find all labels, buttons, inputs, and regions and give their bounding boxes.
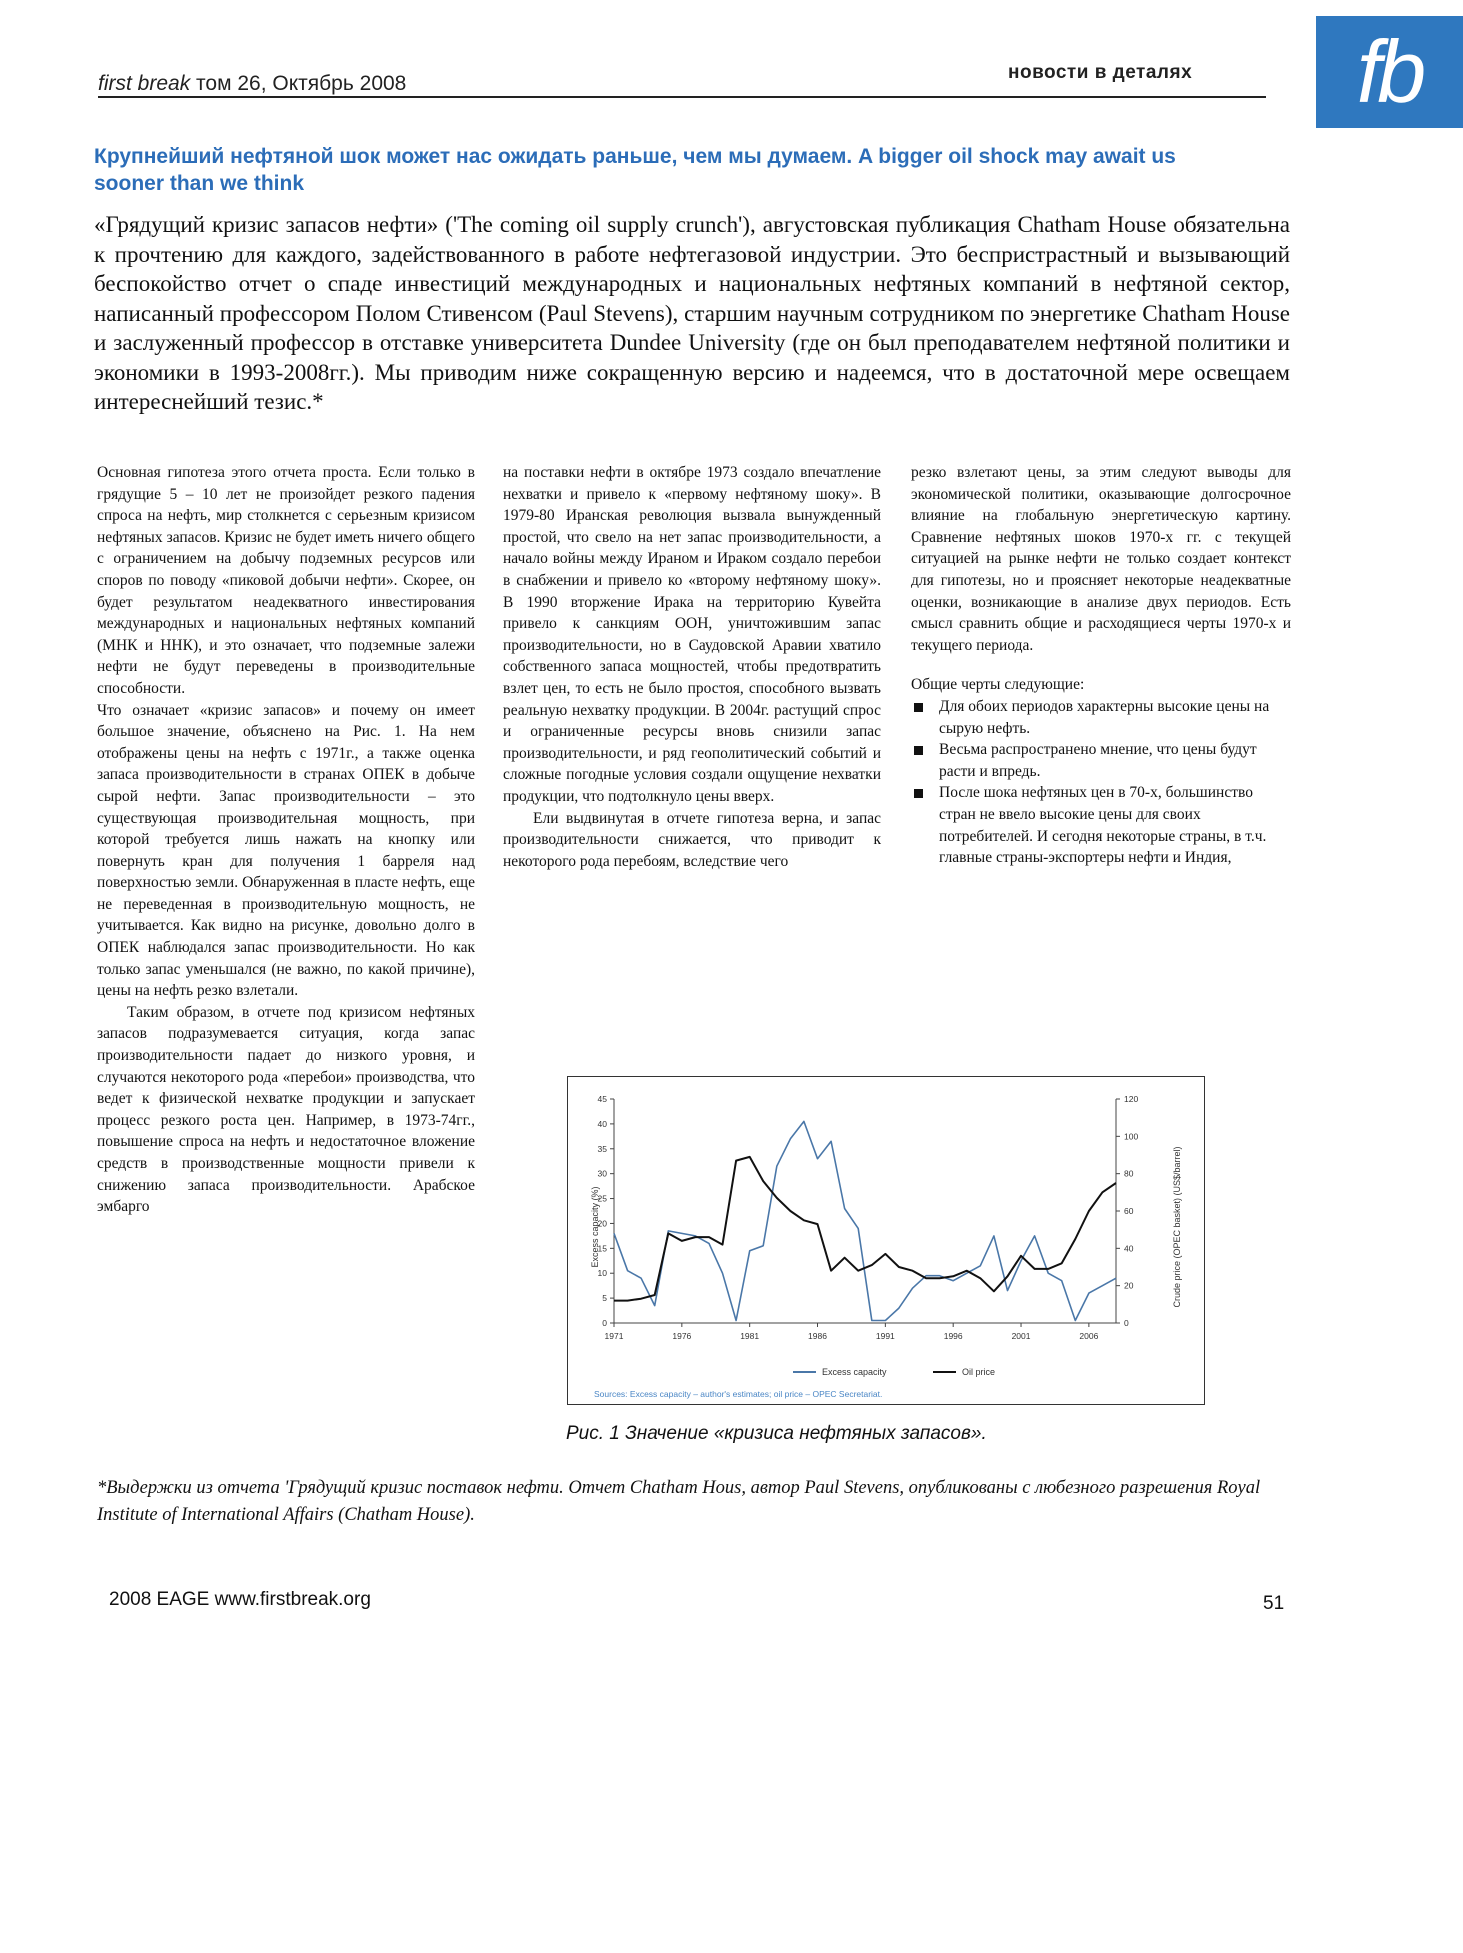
x-tick-label: 1996 [943, 1331, 963, 1341]
y2-tick-label: 0 [1124, 1318, 1129, 1328]
running-header [98, 72, 406, 96]
legend-excess-label: Excess capacity [822, 1367, 887, 1377]
chart-source: Sources: Excess capacity – author's estimates; oil price – OPEC Secretariat. [594, 1389, 883, 1399]
paragraph: на поставки нефти в октябре 1973 создало впечатление нехватки и привело к «первому нефтяному шоку». В 1979-80 Иранская революция вызвала вынужденный простой, что свело на нет запас производительности, а начало войны между Ираном и Ираком создало перебои в снабжении и привело ко «второму нефтяному шоку». В 1990 вторжение Ирака на территорию Кувейта привело к санкциям ООН, уничтожившим запас производительности, но в Саудовской Аравии хватило собственного запаса мощностей, чтобы предотвратить взлет цен, то есть не было простоя, способного вызвать реальную нехватку продукции. В 2004г. растущий спрос и ограниченные ресурсы вновь снизили запас производительности, и ряд геополитический событий и сложные погодные условия создали ощущение нехватки продукции, что подтолкнуло цены вверх. [503, 464, 881, 805]
page-number: 51 [1263, 1593, 1285, 1614]
column-1 [97, 462, 475, 1218]
y-tick-label: 35 [597, 1143, 607, 1154]
y-tick-label: 45 [597, 1094, 607, 1104]
x-tick-label: 1981 [740, 1331, 760, 1341]
journal-name: first break [98, 72, 191, 95]
x-tick-label: 2006 [1079, 1331, 1099, 1341]
article-title: Крупнейший нефтяной шок может нас ожидать раньше, чем мы думаем. A bigger oil shock may await us sooner than we think [94, 145, 1176, 195]
y2-tick-label: 20 [1124, 1280, 1134, 1291]
paragraph: Что означает «кризис запасов» и почему он имеет большое значение, объяснено на Рис. 1. На нем отображены цены на нефть с 1971г., а также оценка запаса производительности в странах ОПЕК в добыче сырой нефти. Запас производительности – это существующая производительная мощность, при которой требуется лишь нажать на кнопку или повернуть кран для получения 1 барреля над поверхностью земли. Обнаруженная в пласте нефть, еще не переведенная в производительную мощность, не учитывается. Как видно на рисунке, довольно долго в ОПЕК наблюдался запас производительности. Но как только запас уменьшался (не важно, по какой причине), цены на нефть резко взлетали. [97, 701, 475, 1000]
legend-price-label: Oil price [962, 1367, 996, 1377]
list-item: После шока нефтяных цен в 70-х, большинство стран не ввело высокие цены для своих потребителей. И сегодня некоторые страны, в т.ч. главные страны-экспортеры нефти и Индия, [911, 782, 1291, 868]
x-tick-label: 1971 [604, 1331, 624, 1341]
y2-tick-label: 120 [1124, 1094, 1139, 1104]
paragraph: Таким образом, в отчете под кризисом нефтяных запасов подразумевается ситуация, когда запас производительности падает до низкого уровня, и случаются некоторого рода «перебои» производства, что ведет к физической нехватке продукции и запускает процесс резкого роста цен. Например, в 1973-74гг., повышение спроса на нефть и недостаточное вложение средств в производственные мощности привели к снижению запаса производительности. Арабское эмбарго [97, 1003, 475, 1216]
chart-legend [793, 1367, 995, 1377]
y2-tick-label: 80 [1124, 1168, 1134, 1179]
bullet-square-icon [914, 746, 923, 755]
y-tick-label: 15 [597, 1243, 607, 1254]
x-tick-label: 1991 [875, 1331, 895, 1341]
column-2 [503, 462, 881, 872]
common-heading: Общие черты следующие: [911, 676, 1085, 694]
header-rule [98, 96, 1266, 98]
paragraph: Основная гипотеза этого отчета проста. Если только в грядущие 5 – 10 лет не произойдет резкого падения спроса на нефть, мир столкнется с серьезным кризисом нефтяных запасов. Кризис не будет иметь ничего общего с ограничением на добычу подземных ресурсов или споров по поводу «пиковой добычи нефти». Скорее, он будет результатом неадекватного инвестирования международных и национальных нефтяных компаний (МНК и ННК), и это означает, что подземные залежи нефти не будут переведены в производительные способности. [97, 464, 475, 697]
chart-marks [614, 1121, 1116, 1320]
bullet-square-icon [914, 789, 923, 798]
y-tick-label: 20 [597, 1218, 607, 1229]
figure-1 [567, 1076, 1205, 1405]
paragraph: Ели выдвинутая в отчете гипотеза верна, и запас производительности снижается, что приводит к некоторого рода перебоям, вследствие чего [503, 809, 881, 870]
column-3 [911, 462, 1291, 869]
y2-tick-label: 60 [1124, 1206, 1134, 1216]
list-item: Весьма распространено мнение, что цены будут расти и впредь. [911, 739, 1291, 782]
y-tick-label: 5 [602, 1293, 607, 1304]
paragraph: резко взлетают цены, за этим следуют выводы для экономической политики, оказывающие долгосрочное влияние на глобальную энергетическую картину. Сравнение нефтяных шоков 1970-х гг. с текущей ситуацией на рынке нефти не только создает контекст для гипотезы, но и проясняет некоторые неадекватные оценки, возникающие в анализе двух периодов. Есть смысл сравнить общие и расходящиеся черты 1970-х и текущего периода. [911, 464, 1291, 654]
y2-tick-label: 100 [1124, 1131, 1139, 1142]
x-tick-label: 1986 [808, 1331, 827, 1341]
figure-caption: Рис. 1 Значение «кризиса нефтяных запасов». [566, 1423, 987, 1444]
article-lead: «Грядущий кризис запасов нефти» ('The coming oil supply crunch'), августовская публикация Chatham House обязательна к прочтению для каждого, задействованного в работе нефтегазовой индустрии. Это беспристрастный и вызывающий беспокойство отчет о спаде инвестиций международных и национальных нефтяных компаний в нефтяной сектор, написанный профессором Полом Стивенсом (Paul Stevens), старшим научным сотрудником по энергетике Chatham House и заслуженный профессор в отставке университета Dundee University (где он был преподавателем нефтяной политики и экономики в 1993-2008гг.). Мы приводим ниже сокращенную версию и надеемся, что в достаточной мере освещаем интереснейший тезис.* [94, 212, 1290, 414]
y-tick-label: 25 [597, 1193, 607, 1204]
oil-chart [568, 1077, 1204, 1404]
bullet-square-icon [914, 703, 923, 712]
issue-info: том 26, Октябрь 2008 [196, 72, 407, 95]
y-tick-label: 40 [597, 1118, 607, 1129]
footnote: *Выдержки из отчета 'Грядущий кризис поставок нефти. Отчет Chatham Hous, автор Paul Stevens, опубликованы с любезного разрешения Royal Institute of International Affairs (Chatham House). [97, 1478, 1261, 1525]
excess-capacity-line [614, 1121, 1116, 1320]
bullet-list [911, 696, 1291, 869]
footer-credit: 2008 EAGE www.firstbreak.org [109, 1589, 371, 1610]
chart-axes [598, 1094, 1139, 1341]
x-tick-label: 2001 [1011, 1331, 1031, 1341]
section-label: новости в деталях [1008, 62, 1193, 83]
y-tick-label: 10 [597, 1268, 607, 1279]
y2-axis-label: Crude price (OPEC basket) (US$/barrel) [1172, 1146, 1182, 1308]
list-item: Для обоих периодов характерны высокие цены на сырую нефть. [911, 696, 1291, 739]
y-tick-label: 0 [602, 1318, 607, 1328]
y-tick-label: 30 [597, 1168, 607, 1179]
y2-tick-label: 40 [1124, 1243, 1134, 1254]
fb-logo: fb [1316, 16, 1463, 128]
x-tick-label: 1976 [672, 1331, 692, 1341]
y-axis-label: Excess capacity (%) [590, 1186, 600, 1268]
